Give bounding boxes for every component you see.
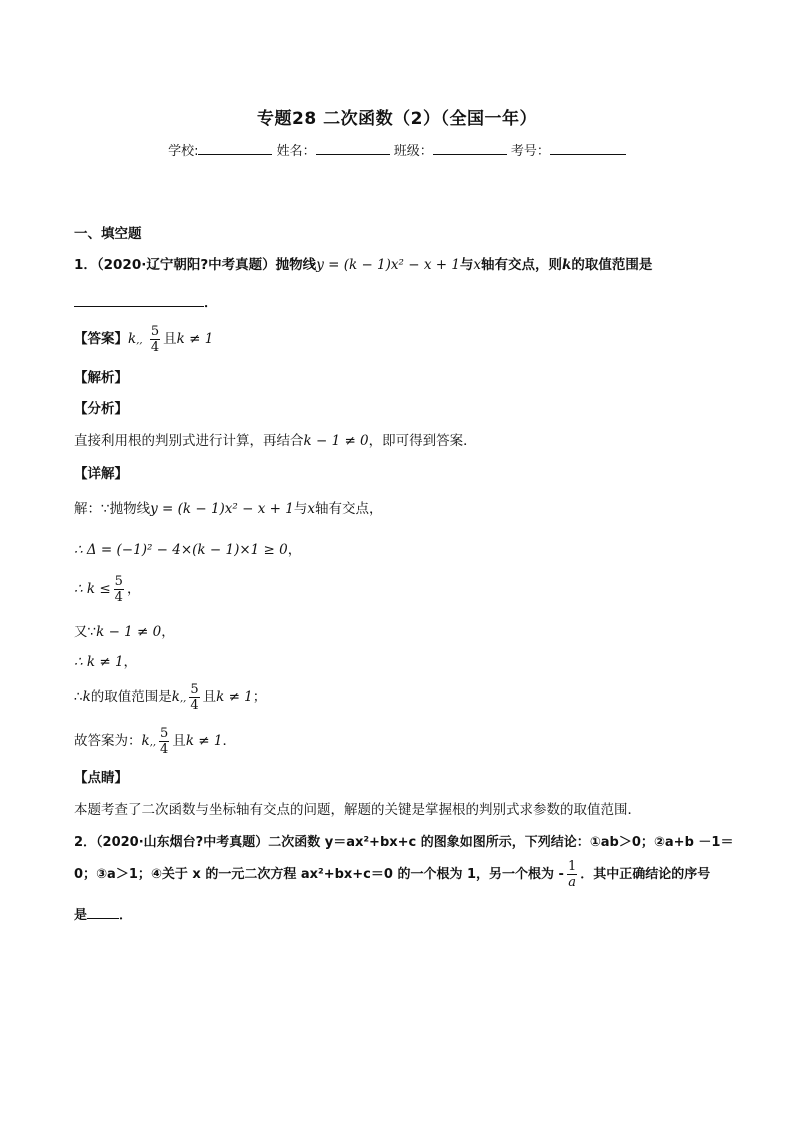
k-variable: k <box>82 689 91 705</box>
class-label: 班级： <box>393 144 433 159</box>
step-text: ， <box>161 624 175 640</box>
name-field[interactable] <box>316 142 390 155</box>
fenxi-expression: k − 1 ≠ 0 <box>303 433 369 449</box>
step-expression: k − 1 ≠ 0 <box>96 624 162 640</box>
review-label: 【点睛】 <box>74 770 128 786</box>
answer-k: k <box>128 331 137 347</box>
fraction-numerator: 5 <box>114 573 123 589</box>
answer-condition: k ≠ 1 <box>216 689 253 705</box>
step-text: ， <box>126 581 141 597</box>
number-field[interactable] <box>550 142 626 155</box>
step-text: 与 <box>293 501 308 517</box>
question-1-text: 轴有交点，则 <box>481 257 563 273</box>
step-expression: ∴ k ≤ <box>74 581 111 597</box>
answer-k: k <box>171 689 180 705</box>
solution-step-4 <box>74 622 175 642</box>
step-text: ， <box>123 654 138 670</box>
period: ． <box>119 908 133 923</box>
fraction-5-4 <box>150 324 160 355</box>
fraction-5-4 <box>189 682 199 713</box>
fraction-numerator: 5 <box>190 681 199 697</box>
fraction-5-4 <box>114 574 124 605</box>
step-text: 轴有交点， <box>314 501 383 517</box>
fraction-1-a <box>567 859 577 890</box>
review-text: 本题考查了二次函数与坐标轴有交点的问题，解题的关键是掌握根的判别式求参数的取值范围． <box>74 802 641 818</box>
name-label: 姓名： <box>276 144 316 159</box>
answer-and: 且 <box>172 733 186 749</box>
fenxi-text-part: ，即可得到答案． <box>368 433 477 449</box>
answer-condition: k ≠ 1 <box>185 733 223 749</box>
analysis-label: 【解析】 <box>74 370 128 386</box>
solution-step-5 <box>74 652 137 672</box>
fraction-numerator: 5 <box>160 725 169 741</box>
x-variable: x <box>307 501 315 517</box>
fraction-denominator: 4 <box>160 741 169 757</box>
school-label: 学校: <box>168 144 199 159</box>
fraction-denominator: 4 <box>190 697 199 713</box>
answer-blank[interactable] <box>74 292 204 307</box>
step-text: 的取值范围是 <box>90 689 172 705</box>
k-variable: k <box>562 257 572 273</box>
question-1-text: 的取值范围是 <box>571 257 653 273</box>
question-1-expression: y = (k − 1)x² − x + 1 <box>316 257 460 273</box>
section-heading: 一、填空题 <box>74 226 142 242</box>
question-1-text: 与 <box>459 257 474 273</box>
fenxi-text <box>74 431 477 451</box>
number-label: 考号： <box>510 144 550 159</box>
answer-and: 且 <box>163 331 177 347</box>
step-text: ∴ <box>74 689 83 705</box>
question-2-text: ．其中正确结论的序号 <box>580 867 711 882</box>
question-2-line-3 <box>74 906 132 926</box>
fenxi-text-part: 直接利用根的判别式进行计算，再结合 <box>74 433 304 449</box>
detail-label: 【详解】 <box>74 466 128 482</box>
x-variable: x <box>473 257 482 273</box>
answer-and: 且 <box>202 689 217 705</box>
question-1-source: 1．（2020·辽宁朝阳?中考真题）抛物线 <box>74 257 317 273</box>
fraction-denominator: 4 <box>114 589 123 605</box>
answer-relation: ,, <box>179 693 187 704</box>
solution-step-2 <box>74 540 301 560</box>
answer-row <box>74 322 213 358</box>
answer-condition: k ≠ 1 <box>176 331 214 347</box>
step-text: 解：∵抛物线 <box>74 501 151 517</box>
fraction-denominator: a <box>568 875 576 890</box>
question-2-text: 是 <box>74 908 88 923</box>
solution-step-7 <box>74 724 236 760</box>
student-info-line <box>0 140 794 159</box>
page-title: 专题28 二次函数（2）（全国一年） <box>257 109 537 129</box>
step-expression: ∴ k ≠ 1 <box>74 654 124 670</box>
fenxi-label: 【分析】 <box>74 401 128 417</box>
fraction-numerator: 5 <box>150 323 160 339</box>
period: ． <box>204 295 218 311</box>
answer-label: 【答案】 <box>74 331 128 347</box>
question-2-line-2 <box>74 858 710 892</box>
answer-k: k <box>141 733 150 749</box>
step-text: 故答案为： <box>74 733 142 749</box>
answer-relation: ,, <box>136 335 143 346</box>
step-expression: y = (k − 1)x² − x + 1 <box>150 501 294 517</box>
school-field[interactable] <box>198 142 272 155</box>
question-2-text: 0；③a＞1；④关于 x 的一元二次方程 ax²+bx+c＝0 的一个根为 1，另一个根为 - <box>74 867 564 882</box>
fraction-denominator: 4 <box>150 339 160 355</box>
fraction-numerator: 1 <box>567 859 577 874</box>
fraction-5-4 <box>159 726 169 757</box>
step-text: ； <box>252 689 267 705</box>
solution-step-6 <box>74 680 266 716</box>
question-2-line-1: 2．（2020·山东烟台?中考真题）二次函数 y＝ax²+bx+c 的图象如图所示，下列结论：①ab＞0；②a+b －1＝ <box>74 835 734 850</box>
class-field[interactable] <box>433 142 507 155</box>
solution-step-1 <box>74 499 382 519</box>
step-text: 又∵ <box>74 624 97 640</box>
question-2-answer-blank[interactable] <box>87 906 119 919</box>
step-text: ． <box>222 733 236 749</box>
answer-relation: ,, <box>149 737 157 748</box>
answer-blank-line <box>74 292 218 313</box>
discriminant-expression: ∴ Δ = (−1)² − 4×(k − 1)×1 ≥ 0 <box>74 542 288 558</box>
question-1-stem <box>74 255 652 275</box>
step-text: ， <box>287 542 302 558</box>
solution-step-3 <box>74 572 140 606</box>
